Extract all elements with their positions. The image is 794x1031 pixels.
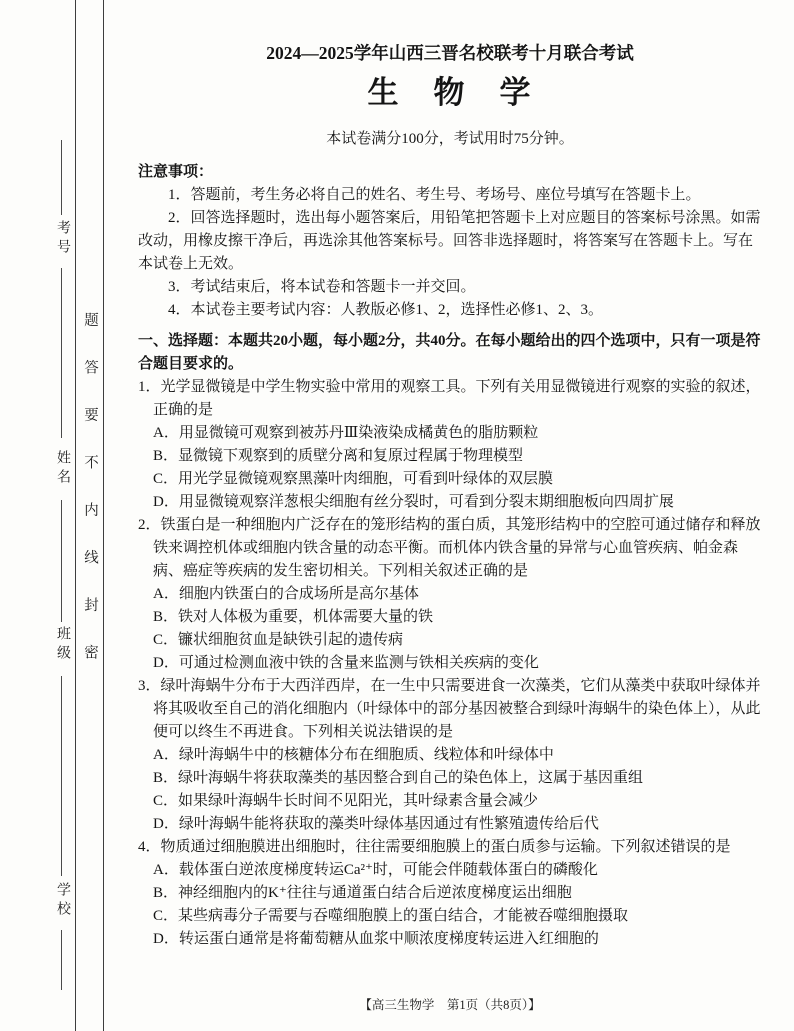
question-2 xyxy=(138,514,762,675)
question-1-option-c: C．用光学显微镜观察黑藻叶肉细胞，可看到叶绿体的双层膜 xyxy=(153,471,554,487)
seal-field-name: 姓名 xyxy=(55,450,70,488)
exam-title: 2024—2025学年山西三晋名校联考十月联合考试 xyxy=(266,43,634,63)
question-4-option-d: D．转运蛋白通常是将葡萄糖从血浆中顺浓度梯度转运进入红细胞的 xyxy=(153,931,599,947)
seal-field-line xyxy=(61,268,62,438)
notice-item-4: 4．本试卷主要考试内容：人教版必修1、2，选择性必修1、2、3。 xyxy=(168,302,604,318)
question-4-stem: 4．物质通过细胞膜进出细胞时，往往需要细胞膜上的蛋白质参与运输。下列叙述错误的是 xyxy=(138,839,731,855)
question-3-stem: 3．绿叶海蜗牛分布于大西洋西岸，在一生中只需要进食一次藻类，它们从藻类中获取叶绿体并将其吸收至自己的消化细胞内（叶绿体中的部分基因被整合到绿叶海蜗牛的染色体上），从此便可以终生不再进食。下列相关说法错误的是 xyxy=(138,678,761,740)
seal-field-school: 学校 xyxy=(55,882,70,920)
notice-item-2: 2．回答选择题时，选出每小题答案后，用铅笔把答题卡上对应题目的答案标号涂黑。如需改动，用橡皮擦干净后，再选涂其他答案标号。回答非选择题时，将答案写在答题卡上。写在本试卷上无效。 xyxy=(138,210,761,272)
question-3-option-a: A．绿叶海蜗牛中的核糖体分布在细胞质、线粒体和叶绿体中 xyxy=(153,747,554,763)
seal-field-exam-number: 考号 xyxy=(55,220,70,258)
question-2-option-a: A．细胞内铁蛋白的合成场所是高尔基体 xyxy=(153,586,419,602)
page-footer: 【高三生物学 第1页（共8页）】 xyxy=(359,998,541,1012)
notices-label: 注意事项： xyxy=(138,164,214,180)
question-3-option-c: C．如果绿叶海蜗牛长时间不见阳光，其叶绿素含量会减少 xyxy=(153,793,539,809)
question-1-option-d: D．用显微镜观察洋葱根尖细胞有丝分裂时，可看到分裂末期细胞板向四周扩展 xyxy=(153,494,674,510)
question-2-option-b: B．铁对人体极为重要，机体需要大量的铁 xyxy=(153,609,434,625)
seal-rule-inner xyxy=(103,0,104,1031)
section-title: 一、选择题：本题共20小题，每小题2分，共40分。在每小题给出的四个选项中，只有一项是符合题目要求的。 xyxy=(138,333,761,372)
question-3-option-b: B．绿叶海蜗牛将获取藻类的基因整合到自己的染色体上，这属于基因重组 xyxy=(153,770,644,786)
exam-subject: 生 物 学 xyxy=(367,75,533,110)
seal-field-class: 班级 xyxy=(55,626,70,664)
exam-content xyxy=(138,40,762,951)
seal-field-line xyxy=(61,140,62,215)
question-2-option-d: D．可通过检测血液中铁的含量来监测与铁相关疾病的变化 xyxy=(153,655,539,671)
notice-item-3: 3．考试结束后，将本试卷和答题卡一并交回。 xyxy=(168,279,476,295)
question-1 xyxy=(138,376,762,514)
seal-field-line xyxy=(61,930,62,990)
notice-item-1: 1．答题前，考生务必将自己的姓名、考生号、考场号、座位号填写在答题卡上。 xyxy=(168,187,701,203)
question-1-option-b: B．显微镜下观察到的质壁分离和复原过程属于物理模型 xyxy=(153,448,524,464)
seal-line-caption: 题答要不内线封密 xyxy=(82,312,98,692)
seal-field-line xyxy=(61,500,62,622)
seal-field-line xyxy=(61,676,62,876)
question-4-option-a: A．载体蛋白逆浓度梯度转运Ca²⁺时，可能会伴随载体蛋白的磷酸化 xyxy=(153,862,598,878)
question-4-option-c: C．某些病毒分子需要与吞噬细胞膜上的蛋白结合，才能被吞噬细胞摄取 xyxy=(153,908,629,924)
question-4 xyxy=(138,836,762,951)
seal-rule-outer xyxy=(75,0,76,1031)
question-2-option-c: C．镰状细胞贫血是缺铁引起的遗传病 xyxy=(153,632,404,648)
question-2-stem: 2．铁蛋白是一种细胞内广泛存在的笼形结构的蛋白质，其笼形结构中的空腔可通过储存和释放铁来调控机体或细胞内铁含量的动态平衡。而机体内铁含量的异常与心血管疾病、帕金森病、癌症等疾病的发生密切相关。下列相关叙述正确的是 xyxy=(138,517,761,579)
question-1-stem: 1．光学显微镜是中学生物实验中常用的观察工具。下列有关用显微镜进行观察的实验的叙述，正确的是 xyxy=(138,379,761,418)
question-3 xyxy=(138,675,762,836)
question-1-option-a: A．用显微镜可观察到被苏丹Ⅲ染液染成橘黄色的脂肪颗粒 xyxy=(153,425,539,441)
exam-info: 本试卷满分100分，考试用时75分钟。 xyxy=(326,131,574,147)
question-3-option-d: D．绿叶海蜗牛能将获取的藻类叶绿体基因通过有性繁殖遗传给后代 xyxy=(153,816,599,832)
question-4-option-b: B．神经细胞内的K⁺往往与通道蛋白结合后逆浓度梯度运出细胞 xyxy=(153,885,572,901)
